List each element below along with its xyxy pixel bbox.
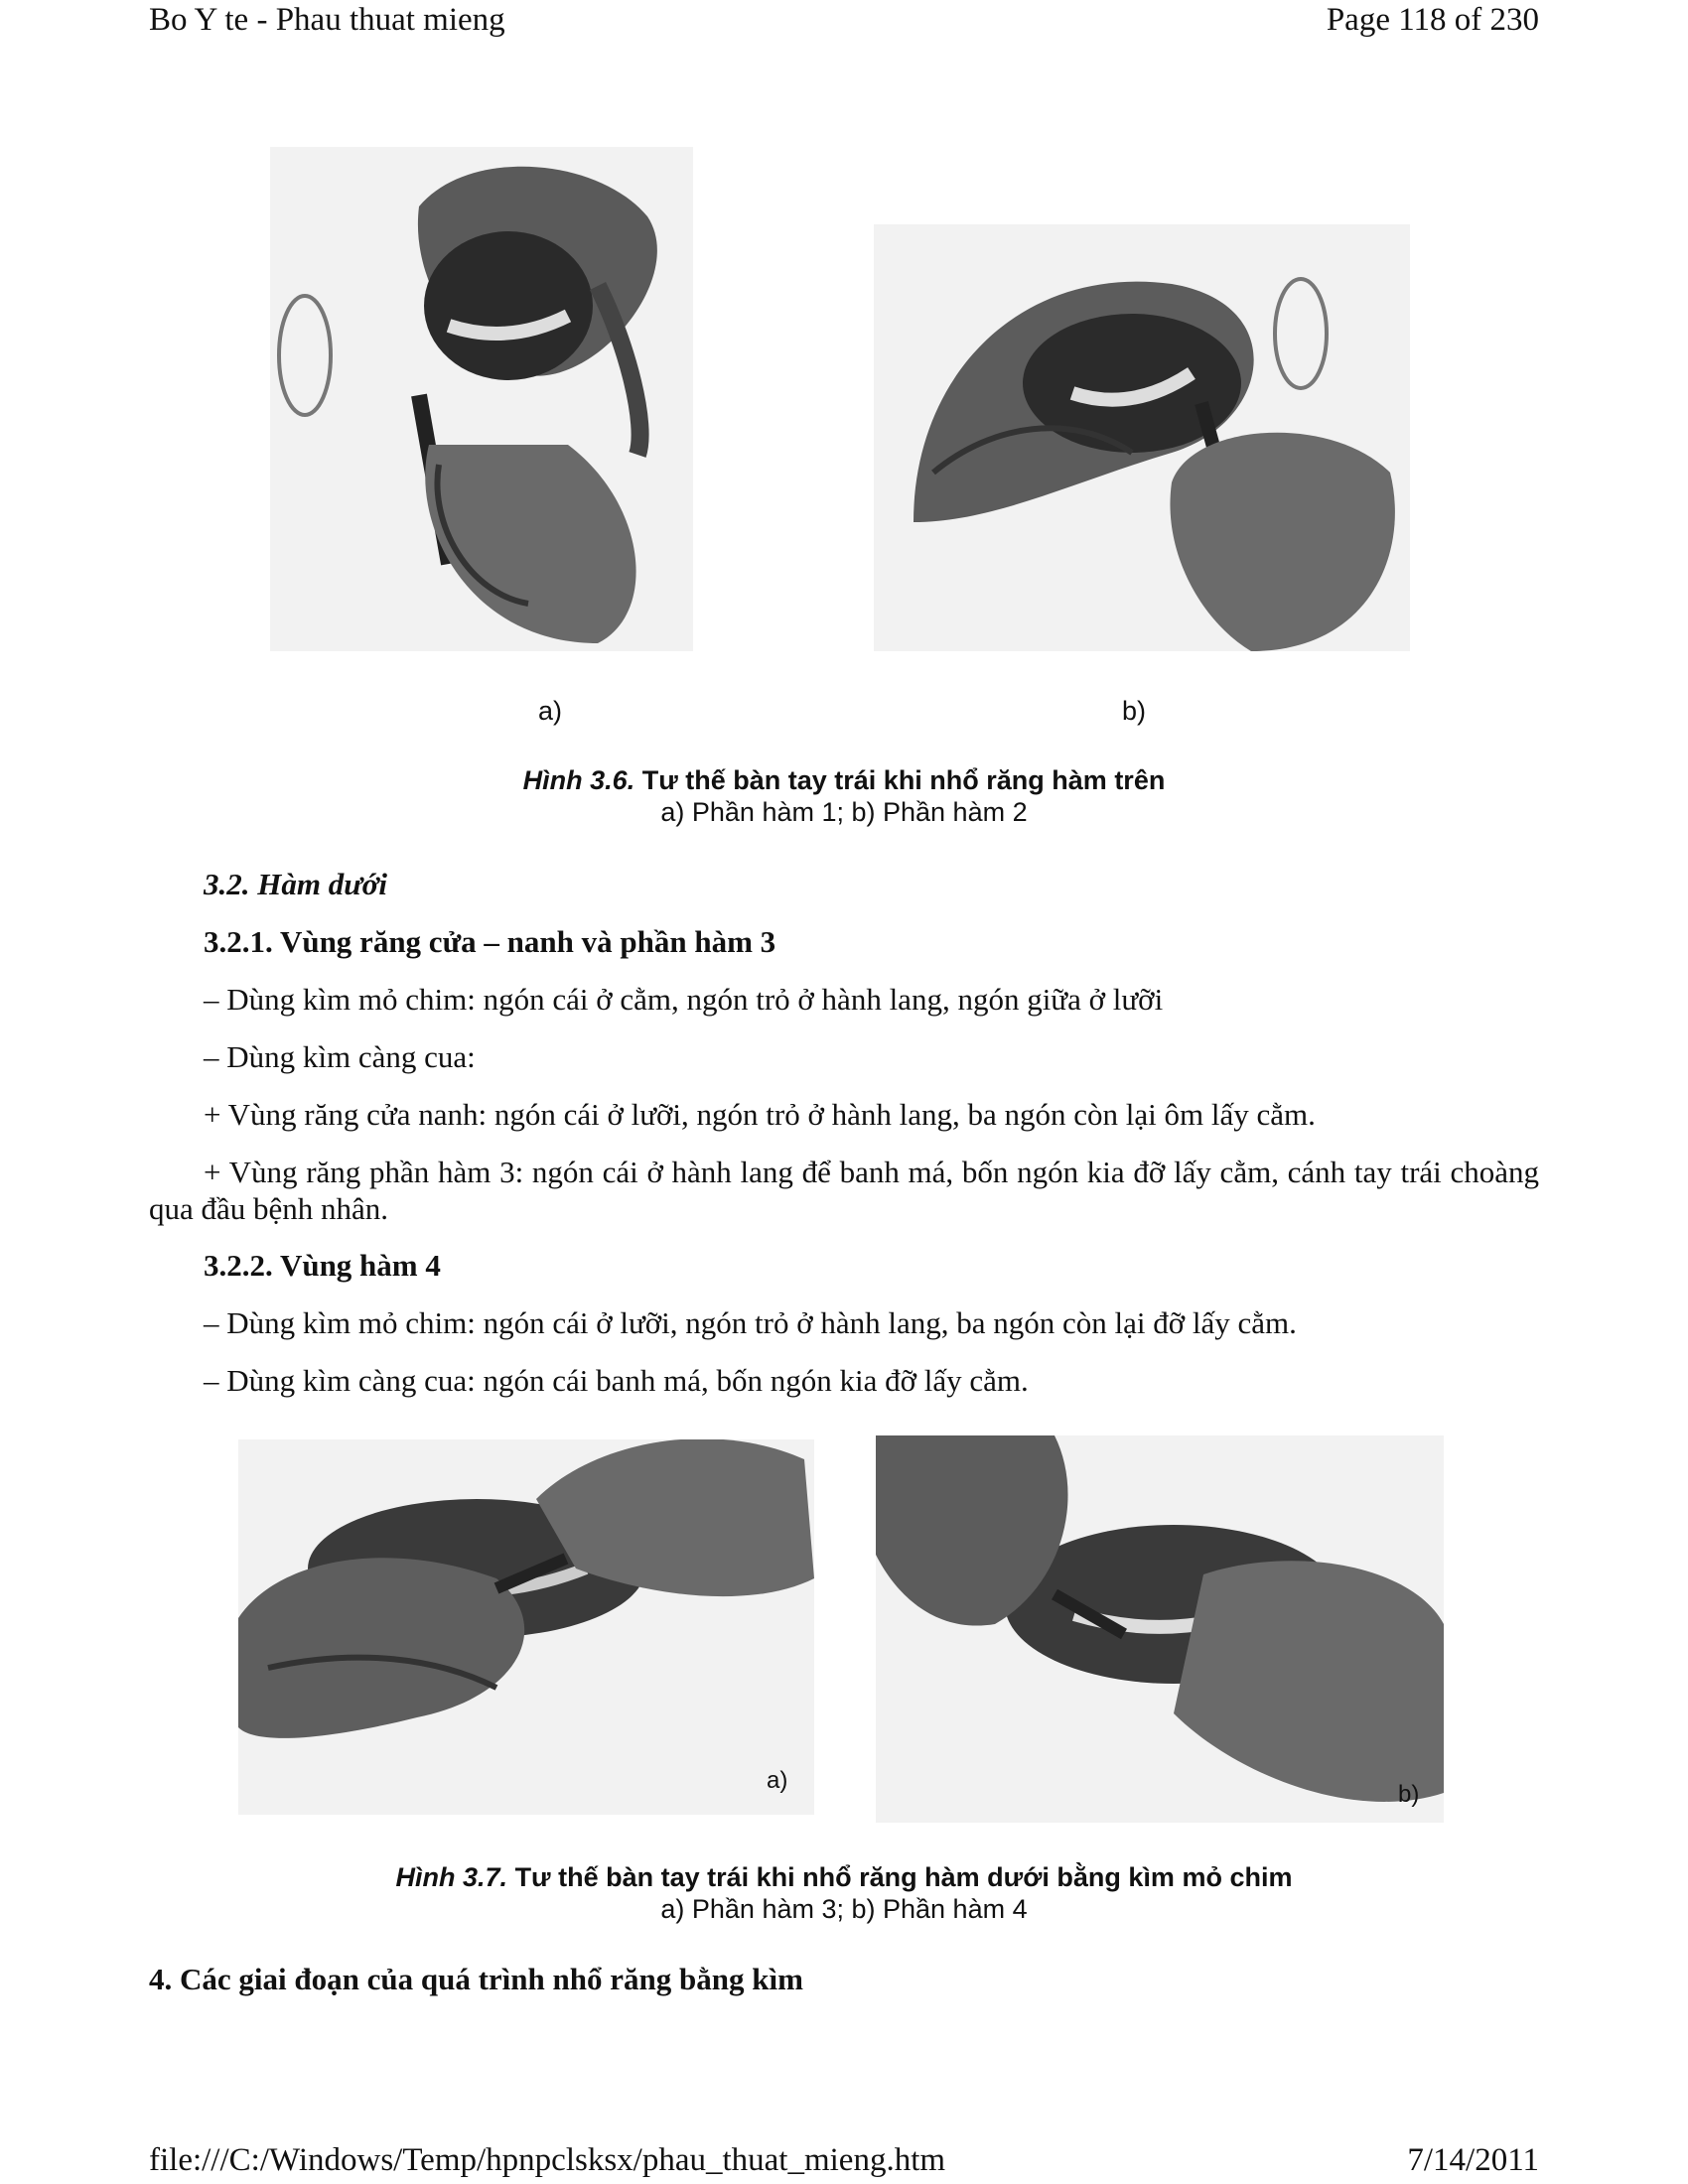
- hand-illustration-icon: [874, 224, 1410, 651]
- figure-3-6-caption-title: Tư thế bàn tay trái khi nhổ răng hàm trên: [634, 765, 1166, 795]
- figure-3-6-caption: [149, 764, 1539, 828]
- subsection-heading-3-2-1: 3.2.1. Vùng răng cửa – nanh và phần hàm 3: [204, 924, 776, 959]
- paragraph-line: – Dùng kìm càng cua:: [204, 1039, 476, 1074]
- figure-3-7-label-a: a): [767, 1767, 788, 1794]
- figure-3-6-label-a: a): [538, 696, 563, 726]
- hand-illustration-icon: [876, 1435, 1444, 1823]
- paragraph-line: – Dùng kìm mỏ chim: ngón cái ở lưỡi, ngón trỏ ở hành lang, ba ngón còn lại đỡ lấy cằm.: [204, 1305, 1297, 1340]
- hand-illustration-icon: [270, 147, 693, 651]
- paragraph-line: – Dùng kìm mỏ chim: ngón cái ở cằm, ngón trỏ ở hành lang, ngón giữa ở lưỡi: [204, 982, 1164, 1017]
- figure-3-7-caption-label: Hình 3.7.: [395, 1862, 508, 1892]
- figure-3-7-caption: [149, 1861, 1539, 1925]
- page-footer-url: file:///C:/Windows/Temp/hpnpclsksx/phau_thuat_mieng.htm: [149, 2142, 946, 2178]
- figure-3-7-caption-title: Tư thế bàn tay trái khi nhổ răng hàm dưới bằng kìm mỏ chim: [507, 1862, 1293, 1892]
- page-number: Page 118 of 230: [1326, 2, 1539, 38]
- figure-3-6-label-b: b): [1122, 696, 1147, 726]
- page-footer-date: 7/14/2011: [1407, 2142, 1539, 2178]
- paragraph-line: + Vùng răng cửa nanh: ngón cái ở lưỡi, ngón trỏ ở hành lang, ba ngón còn lại ôm lấy cằm.: [204, 1097, 1316, 1132]
- section-heading-3-2: 3.2. Hàm dưới: [204, 867, 388, 901]
- figure-3-6-caption-label: Hình 3.6.: [522, 765, 635, 795]
- figure-3-7-image-b: [876, 1435, 1444, 1823]
- paragraph-line: + Vùng răng phần hàm 3: ngón cái ở hành lang để banh má, bốn ngón kia đỡ lấy cằm, cánh tay trái choàng qua đầu bệnh nhân.: [149, 1155, 1539, 1226]
- page-header-title: Bo Y te - Phau thuat mieng: [149, 2, 505, 38]
- figure-3-6-image-b: [874, 224, 1410, 651]
- figure-3-6-image-a: [270, 147, 693, 651]
- subsection-heading-3-2-2: 3.2.2. Vùng hàm 4: [204, 1248, 441, 1283]
- paragraph-line: – Dùng kìm càng cua: ngón cái banh má, bốn ngón kia đỡ lấy cằm.: [204, 1363, 1029, 1398]
- section-heading-4: 4. Các giai đoạn của quá trình nhổ răng bằng kìm: [149, 1962, 803, 1996]
- hand-illustration-icon: [238, 1439, 814, 1815]
- figure-3-7-caption-sub: a) Phần hàm 3; b) Phần hàm 4: [660, 1894, 1028, 1924]
- figure-3-6-caption-sub: a) Phần hàm 1; b) Phần hàm 2: [660, 797, 1028, 827]
- figure-3-7-label-b: b): [1398, 1781, 1420, 1808]
- figure-3-7-image-a: [238, 1439, 814, 1815]
